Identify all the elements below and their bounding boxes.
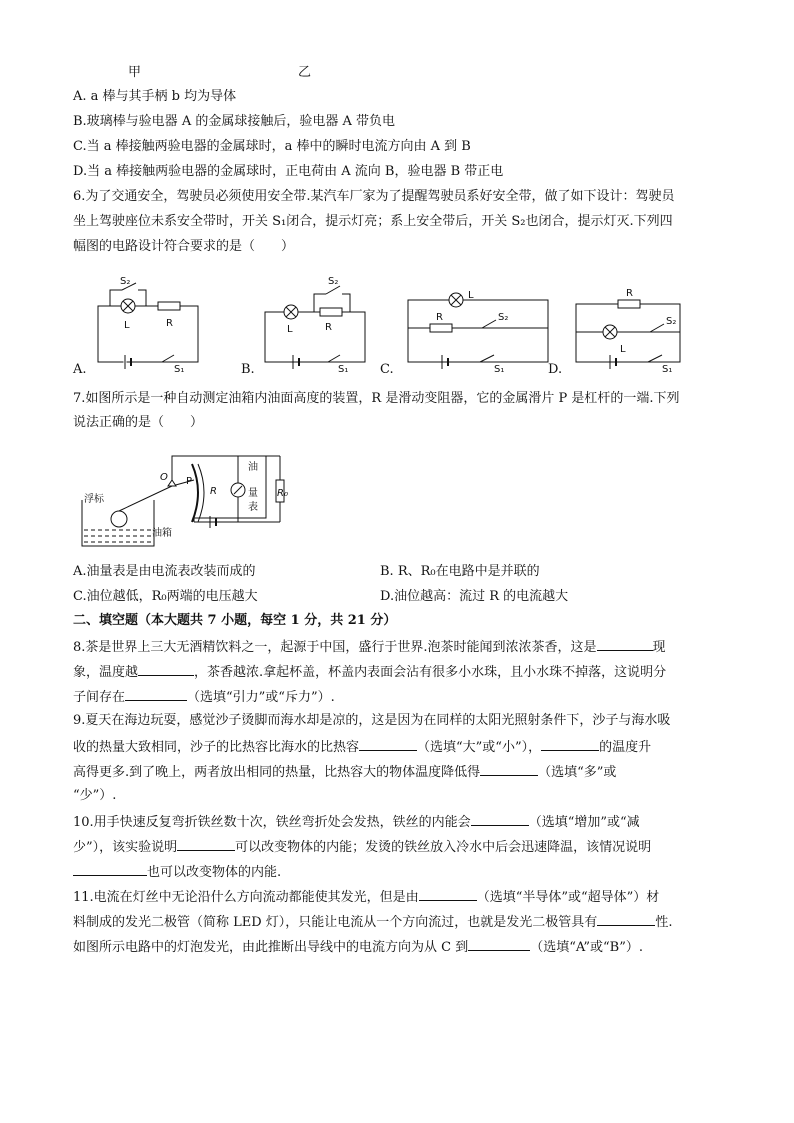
q7-option-b: B. R、R₀在电路中是并联的 <box>380 564 540 579</box>
q6-option-b: B. <box>241 362 255 377</box>
q9-blank-3[interactable] <box>480 762 538 776</box>
q8-blank-2[interactable] <box>138 662 194 676</box>
q10-line3: 也可以改变物体的内能. <box>73 862 281 882</box>
svg-text:量: 量 <box>248 488 258 499</box>
circuit-c-label-l: L <box>468 290 474 301</box>
circuit-d-label-l: L <box>620 344 626 355</box>
q11-line1: 11.电流在灯丝中无论沿什么方向流动都能使其发光，但是由 （选填“半导体”或“超导体”）材 <box>73 887 659 907</box>
q10-blank-3[interactable] <box>73 862 147 876</box>
q5-option-a: A. a 棒与其手柄 b 均为导体 <box>73 89 237 104</box>
q6-circuit-diagrams <box>70 268 730 380</box>
q7-option-c: C.油位越低，R₀两端的电压越大 <box>73 589 258 604</box>
q6-option-a: A. <box>73 362 87 377</box>
q7-oil-gauge-diagram <box>80 450 290 552</box>
q7-option-a: A.油量表是由电流表改装而成的 <box>73 564 256 579</box>
q9-line2: 收的热量大致相同，沙子的比热容比海水的比热容 （选填“大”或“小”）， 的温度升 <box>73 737 651 757</box>
circuit-d-label-r: R <box>626 288 633 299</box>
circuit-c <box>408 293 548 369</box>
q8-line2: 象，温度越 ，茶香越浓.拿起杯盖，杯盖内表面会沾有很多小水珠，且小水珠不掉落，这说明分 <box>73 662 666 682</box>
svg-text:油: 油 <box>248 462 258 473</box>
q6-option-d: D. <box>548 362 563 377</box>
q8-blank-1[interactable] <box>597 637 653 651</box>
circuit-c-label-s1: S₁ <box>494 364 505 375</box>
q11-line3: 如图所示电路中的灯泡发光，由此推断出导线中的电流方向为从 C 到 （选填“A”或“B”）. <box>73 937 643 957</box>
circuit-b-label-s2: S₂ <box>328 276 339 287</box>
q8-blank-3[interactable] <box>125 687 187 701</box>
svg-text:表: 表 <box>248 502 258 513</box>
circuit-c-label-r: R <box>436 312 443 323</box>
circuit-c-label-s2: S₂ <box>498 312 509 323</box>
q7-fig-float-label: 浮标 <box>84 494 104 505</box>
q7-fig-meter-label <box>248 460 258 513</box>
fig-label-yi: 乙 <box>298 65 312 80</box>
q11-blank-3[interactable] <box>468 937 530 951</box>
circuit-d-label-s1: S₁ <box>662 364 673 375</box>
q9-blank-1[interactable] <box>359 737 417 751</box>
section-2-heading: 二、填空题（本大题共 7 小题，每空 1 分，共 21 分） <box>73 613 397 628</box>
circuit-b-label-s1: S₁ <box>338 364 349 375</box>
q11-line2: 料制成的发光二极管（简称 LED 灯），只能让电流从一个方向流过，也就是发光二极管具有 性. <box>73 912 672 932</box>
q6-stem-line1: 6.为了交通安全，驾驶员必须使用安全带.某汽车厂家为了提醒驾驶员系好安全带，做了如下设计：驾驶员 <box>73 189 675 204</box>
q10-line1: 10.用手快速反复弯折铁丝数十次，铁丝弯折处会发热，铁丝的内能会 （选填“增加”或“减 <box>73 812 640 832</box>
q10-blank-2[interactable] <box>177 837 235 851</box>
circuit-a-label-r: R <box>166 318 173 329</box>
circuit-b-label-l: L <box>287 324 293 335</box>
q8-line1: 8.茶是世界上三大无酒精饮料之一，起源于中国，盛行于世界.泡茶时能闻到浓浓茶香，这是 现 <box>73 637 666 657</box>
q6-stem-line3: 幅图的电路设计符合要求的是（ ） <box>73 239 295 254</box>
circuit-b <box>265 286 365 369</box>
q7-stem-line1: 7.如图所示是一种自动测定油箱内油面高度的装置，R 是滑动变阻器，它的金属滑片 P 是杠杆的一端.下列 <box>73 391 680 406</box>
q8-line3: 子间存在 （选填“引力”或“斥力”）. <box>73 687 335 707</box>
circuit-b-label-r: R <box>325 322 332 333</box>
q7-option-d: D.油位越高：流过 R 的电流越大 <box>380 589 569 604</box>
q7-fig-p-label: P <box>186 476 193 487</box>
q11-blank-1[interactable] <box>419 887 477 901</box>
q9-blank-2[interactable] <box>541 737 599 751</box>
q9-line3: 高得更多.到了晚上，两者放出相同的热量，比热容大的物体温度降低得 （选填“多”或 <box>73 762 616 782</box>
q9-line4: “少”）. <box>73 788 117 803</box>
q7-stem-line2: 说法正确的是（ ） <box>73 415 204 430</box>
q5-option-b: B.玻璃棒与验电器 A 的金属球接触后，验电器 A 带负电 <box>73 114 395 129</box>
circuit-a-label-s2: S₂ <box>120 276 131 287</box>
q6-option-c: C. <box>380 362 394 377</box>
q7-fig-r0-label: R₀ <box>277 488 288 499</box>
circuit-a-label-s1: S₁ <box>174 364 185 375</box>
q7-fig-tank-label: 油箱 <box>152 528 172 539</box>
q11-blank-2[interactable] <box>597 912 655 926</box>
circuit-a <box>98 283 198 369</box>
q10-line2: 少”），该实验说明 可以改变物体的内能；发烫的铁丝放入冷水中后会迅速降温，该情况说明 <box>73 837 651 857</box>
q7-fig-o-label: O <box>160 472 168 483</box>
circuit-a-label-l: L <box>124 320 130 331</box>
q7-fig-r-label: R <box>210 486 217 497</box>
q5-option-d: D.当 a 棒接触两验电器的金属球时，正电荷由 A 流向 B，验电器 B 带正电 <box>73 164 504 179</box>
circuit-d-label-s2: S₂ <box>666 316 677 327</box>
q5-option-c: C.当 a 棒接触两验电器的金属球时，a 棒中的瞬时电流方向由 A 到 B <box>73 139 471 154</box>
q10-blank-1[interactable] <box>471 812 529 826</box>
q6-stem-line2: 坐上驾驶座位未系安全带时，开关 S₁闭合，提示灯亮；系上安全带后，开关 S₂也闭合，提示灯灭.下列四 <box>73 214 673 229</box>
fig-label-jia: 甲 <box>128 65 142 80</box>
q9-line1: 9.夏天在海边玩耍，感觉沙子烫脚而海水却是凉的，这是因为在同样的太阳光照射条件下，沙子与海水吸 <box>73 713 671 728</box>
circuit-d <box>576 300 680 369</box>
